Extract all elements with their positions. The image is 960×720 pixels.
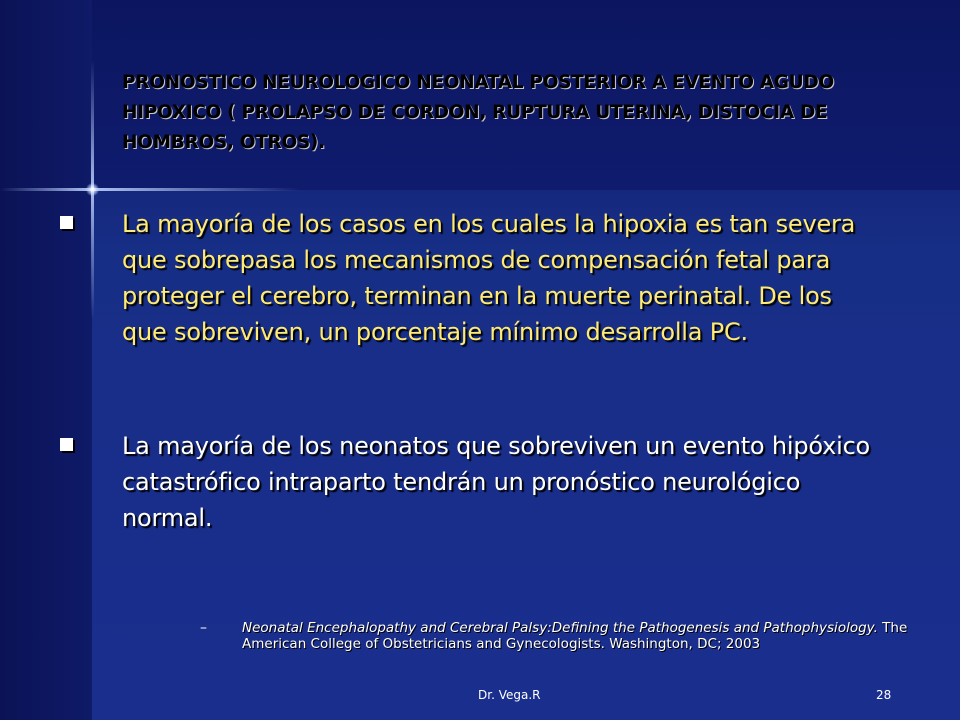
- square-bullet-icon: [60, 438, 73, 451]
- reference-body: [242, 620, 912, 652]
- sparkle-star-icon: [86, 183, 99, 196]
- left-band-decoration: [0, 0, 92, 720]
- reference-title: Neonatal Encephalopathy and Cerebral Palsy:Defining the Pathogenesis and Pathophysiology.: [242, 620, 878, 636]
- square-bullet-icon: [60, 216, 73, 229]
- reference-dash: –: [200, 620, 207, 636]
- reference-publisher: The American College of Obstetricians and Gynecologists. Washington, DC; 2003: [242, 620, 908, 652]
- footer-author: Dr. Vega.R: [478, 688, 541, 702]
- slide-page-number: 28: [876, 688, 892, 702]
- bullet-1-text: La mayoría de los casos en los cuales la hipoxia es tan severa que sobrepasa los mecanismos de compensación fetal para proteger el cerebro, terminan en la muerte perinatal. De los que sobreviven, un porcentaje mínimo desarrolla PC.: [122, 210, 856, 346]
- sparkle-horizontal-decoration: [0, 188, 300, 191]
- bullet-2-text: La mayoría de los neonatos que sobreviven un evento hipóxico catastrófico intraparto tendrán un pronóstico neurológico normal.: [122, 432, 871, 532]
- slide-title: PRONOSTICO NEUROLOGICO NEONATAL POSTERIOR A EVENTO AGUDO HIPOXICO ( PROLAPSO DE CORDON, RUPTURA UTERINA, DISTOCIA DE HOMBROS, OTROS).: [122, 72, 834, 153]
